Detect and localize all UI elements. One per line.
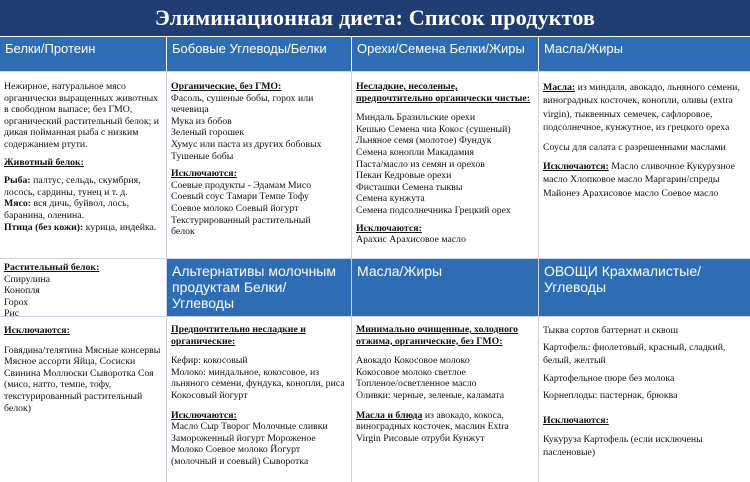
legume-exclude: Соевое молоко Соевый йогурт xyxy=(171,202,299,214)
nut-item: Миндаль Бразильские орехи xyxy=(356,112,476,124)
plant-protein-cell xyxy=(0,259,166,316)
oils-top-para xyxy=(543,81,746,135)
oils-sauces: Соусы для салата с разрешенными маслами xyxy=(543,141,726,153)
veggie-item: Тыква сортов баттернат и сквош xyxy=(543,325,679,336)
oils-exclude-para xyxy=(543,160,746,200)
oils-mid-cell xyxy=(352,317,538,482)
nut-item: Семена подсолнечника Грецкий орех xyxy=(356,204,511,216)
legume-item: Фасоль, сушеные бобы, горох или чечевица xyxy=(171,92,314,116)
nuts-cell xyxy=(352,72,538,258)
veggies-exclude-label: Исключаются: xyxy=(543,415,609,427)
poultry-text: курица, индейка. xyxy=(83,221,157,233)
header-dairy-alt: Альтернативы молочным продуктам Белки/Углеводы xyxy=(167,259,351,316)
dairy-exclude: (молочный и соевый) Сыворотка xyxy=(171,455,309,467)
legume-item: Хумус или паста из других бобовых xyxy=(171,138,322,150)
plant-item: Спирулина xyxy=(4,273,50,285)
proteins-cell xyxy=(0,72,166,258)
header-oils-mid: Масла/Жиры xyxy=(352,259,538,316)
oils-mid-item: Оливки: черные, зеленые, каламата xyxy=(356,389,505,401)
nuts-exclude: Арахис Арахисовое масло xyxy=(356,234,466,246)
oils-spreads xyxy=(356,410,534,445)
page-title: Элиминационная диета: Список продуктов xyxy=(0,0,750,36)
veggie-item: Картофель: фиолетовый, красный, сладкий, белый, желтый xyxy=(543,342,726,367)
fish-line xyxy=(4,175,162,198)
legumes-cell xyxy=(167,72,351,258)
animal-protein-label: Животный белок: xyxy=(4,156,84,168)
oils-spreads-label: Масла и блюда xyxy=(356,409,423,421)
legume-item: Тушеные бобы xyxy=(171,150,234,162)
oils-spreads-text: из авокадо, кокоса, виноградных косточек, маслин Extra Virgin Рисовые отруби Кунжут xyxy=(356,409,509,444)
header-proteins: Белки/Протеин xyxy=(0,37,166,71)
dairy-milk: Молоко: миндальное, кокосовое, из льняного семени, фундука, конопли, риса xyxy=(171,366,345,390)
oils-exclude-label: Исключаются: xyxy=(543,161,609,173)
nut-item: Кешью Семена чиа Кокос (сушеный) xyxy=(356,123,511,135)
poultry-label: Птица (без кожи): xyxy=(4,221,84,233)
nut-item: Льняное семя (молотое) Фундук xyxy=(356,135,492,147)
dairy-exclude: Масло Сыр Творог Молочные сливки xyxy=(171,421,328,433)
proteins-exclude-label: Исключаются: xyxy=(4,325,70,336)
legume-exclude: Текстурированный растительный xyxy=(171,214,311,226)
plant-item: Конопля xyxy=(4,285,40,297)
veggies-cell xyxy=(539,317,750,482)
oils-mid-item: Топленое/осветленное масло xyxy=(356,378,477,390)
plant-protein-label: Растительный белок: xyxy=(4,262,100,273)
oils-top-cell xyxy=(539,72,750,258)
oils-mid-item: Авокадо Кокосовое молоко xyxy=(356,355,470,367)
veggie-item: Картофельное пюре без молока xyxy=(543,372,675,384)
dairy-exclude-label: Исключаются: xyxy=(171,409,237,421)
proteins-exclude-cell xyxy=(0,317,166,482)
dairy-kefir: Кефир: кокосовый xyxy=(171,355,248,367)
plant-item: Рис xyxy=(4,308,20,316)
legume-exclude: белок xyxy=(171,226,195,238)
dairy-yogurt: Кокосовый йогурт xyxy=(171,389,248,401)
dairy-exclude: Замороженный йогурт Мороженое xyxy=(171,432,316,444)
nut-item: Семена кунжута xyxy=(356,193,425,205)
proteins-exclude-text: Говядина/телятина Мясные консервы Мясное ассорти Яйца, Сосиски Свинина Моллюски Сыворотка Соя (мисо, натто, темпе, тофу, текстурированный растительный белок) xyxy=(4,344,161,414)
nuts-exclude-label: Исключаются: xyxy=(356,222,422,234)
nut-item: Пекан Кедровые орехи xyxy=(356,170,452,182)
dairy-alt-cell xyxy=(167,317,351,482)
legume-item: Зеленый горошек xyxy=(171,127,245,139)
header-legumes: Бобовые Углеводы/Белки xyxy=(167,37,351,71)
oils-mid-item: Кокосовое молоко светлое xyxy=(356,366,466,378)
veggie-item: Корнеплоды: пастернак, брюква xyxy=(543,389,678,401)
legumes-exclude-label: Исключаются: xyxy=(171,168,237,180)
nut-item: Паста/масло из семян и орехов xyxy=(356,158,485,170)
proteins-intro: Нежирное, натуральное мясо органически выращенных животных в свободном выпасе; без ГМО, органический растительный белок; и дикая пойманная рыба с низким содержанием ртути. xyxy=(4,81,159,150)
meat-line xyxy=(4,198,162,221)
nut-item: Семена конопли Макадамия xyxy=(356,146,475,158)
poultry-line xyxy=(4,222,162,234)
dairy-exclude: Молоко Соевое молоко Йогурт xyxy=(171,444,301,456)
nuts-label: Несладкие, несоленые, предпочтительно органически чистые: xyxy=(356,81,531,104)
veggies-exclude: Кукуруза Картофель (если исключены пасленовые) xyxy=(543,434,703,459)
header-veggies: ОВОЩИ Крахмалистые/ Углеводы xyxy=(539,259,750,316)
oils-exclude-text: Масло сливочное Кукурузное масло Хлопковое масло Маргарин/спреды Майонез Арахисовое масло Соевое масло xyxy=(543,161,735,199)
meat-text: вся дичь, буйвол, лось, баранина, оленина. xyxy=(4,198,130,221)
oils-mid-label: Минимально очищенные, холодного отжима, органические, без ГМО: xyxy=(356,324,519,347)
oils-top-label: Масла: xyxy=(543,82,576,93)
oils-top-text: из миндаля, авокадо, льняного семени, виноградных косточек, конопли, оливы (extra virgin), тыквенных семечек, сафлоровое, подсолнечное, кунжутное, из грецкого ореха xyxy=(543,82,740,134)
legume-exclude: Соевые продукты - Эдамам Мисо xyxy=(171,179,312,191)
meat-label: Мясо: xyxy=(4,198,32,210)
nut-item: Фисташки Семена тыквы xyxy=(356,181,463,193)
header-oils: Масла/Жиры xyxy=(539,37,750,71)
plant-item: Горох xyxy=(4,296,29,308)
legumes-label: Органические, без ГМО: xyxy=(171,81,282,92)
dairy-alt-label: Предпочтительно несладкие и органические: xyxy=(171,324,306,347)
legume-item: Мука из бобов xyxy=(171,115,232,127)
header-nuts: Орехи/Семена Белки/Жиры xyxy=(352,37,538,71)
legume-exclude: Соевый соус Тамари Темпе Тофу xyxy=(171,191,309,203)
fish-text: палтус, сельдь, скумбрия, лосось, сардины, тунец и т. д. xyxy=(4,175,141,198)
fish-label: Рыба: xyxy=(4,175,31,187)
